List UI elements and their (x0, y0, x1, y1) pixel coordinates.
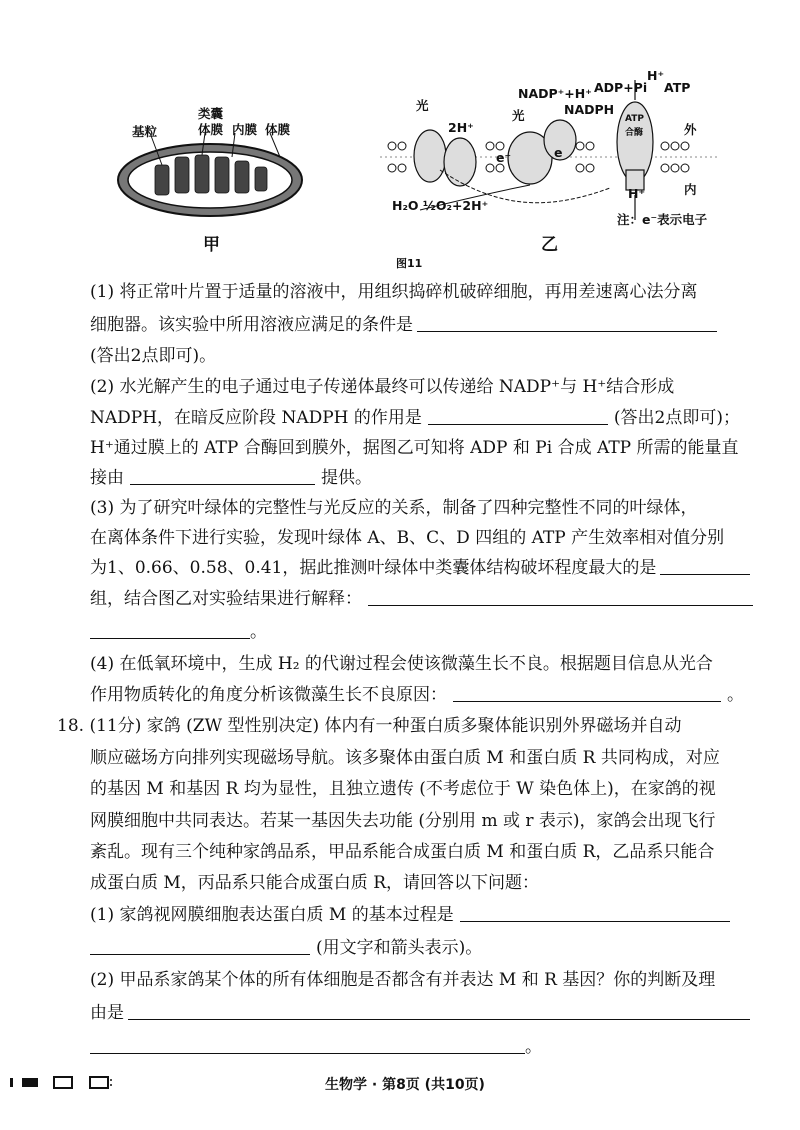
label-leinang-2: 体膜 (198, 122, 224, 137)
figure-caption: 图11 (396, 257, 423, 270)
q17-p2-line3: H⁺通过膜上的 ATP 合酶回到膜外，据图乙可知将 ADP 和 Pi 合成 ATP 所需的能量直 (90, 438, 739, 458)
label-atp: ATP (664, 80, 691, 95)
q17-p1-line3: (答出2点即可)。 (90, 346, 217, 366)
answer-blank-11[interactable] (90, 1037, 525, 1054)
q17-p3-line4-text: 组，结合图乙对实验结果进行解释： (90, 589, 362, 609)
q18-s2-line2 (90, 1003, 750, 1023)
answer-blank-4[interactable] (660, 558, 750, 575)
label-adp: ADP+Pi (594, 80, 648, 95)
q18-line4: 网膜细胞中共同表达。若某一基因失去功能 (分别用 m 或 r 表示)，家鸽会出现飞行 (90, 811, 716, 831)
label-light-left: 光 (416, 98, 429, 113)
footer-marks (10, 1072, 120, 1092)
q18-line6: 成蛋白质 M，丙品系只能合成蛋白质 R，请回答以下问题： (90, 873, 540, 893)
answer-blank-7[interactable] (453, 685, 721, 702)
q17-p1-line2 (90, 315, 717, 335)
label-atp-enzyme-1: ATP (625, 114, 645, 124)
q18-s2-line3 (90, 1037, 542, 1057)
label-inside: 内 (684, 182, 697, 197)
scan-marks-icon (10, 1072, 120, 1092)
label-jiliu: 基粒 (132, 124, 158, 139)
q17-p4-line2-text: 作用物质转化的角度分析该微藻生长不良原因： (90, 685, 447, 705)
q17-p2-line4-tail: 提供。 (321, 468, 372, 488)
answer-blank-10[interactable] (128, 1003, 750, 1020)
q18-line1: 18. (11分) 家鸽 (ZW 型性别决定) 体内有一种蛋白质多聚体能识别外界磁场并自动 (57, 716, 682, 736)
q18-s1-line2-tail: (用文字和箭头表示)。 (316, 938, 483, 958)
q18-s2-line1: (2) 甲品系家鸽某个体的所有体细胞是否都含有并表达 M 和 R 基因？你的判断及理 (90, 970, 716, 990)
q18-s2-line3-tail: 。 (525, 1037, 542, 1057)
q18-line3: 的基因 M 和基因 R 均为显性，且独立遗传 (不考虑位于 W 染色体上)，在家鸽的视 (90, 779, 716, 799)
label-outside: 外 (684, 122, 697, 137)
answer-blank-9[interactable] (90, 938, 310, 955)
label-atp-enzyme-2: 合酶 (625, 128, 644, 138)
q17-p3-line3 (90, 558, 750, 578)
label-2h: 2H⁺ (448, 120, 474, 135)
answer-blank-1[interactable] (417, 315, 717, 332)
label-note: 注：e⁻表示电子 (617, 212, 708, 227)
q18-line5: 紊乱。现有三个纯种家鸽品系，甲品系能合成蛋白质 M 和蛋白质 R，乙品系只能合 (90, 842, 715, 862)
label-neimo: 内膜 (232, 122, 258, 137)
answer-blank-5[interactable] (368, 589, 753, 606)
page-footer: 生物学 · 第8页 (共10页) (325, 1077, 485, 1093)
q17-p2-line1: (2) 水光解产生的电子通过电子传递体最终可以传递给 NADP⁺与 H⁺结合形成 (90, 377, 675, 397)
label-e-2: e (554, 145, 563, 160)
q17-p2-line4 (90, 468, 372, 488)
panel-label-yi: 乙 (541, 235, 558, 255)
q17-p2-line2-tail: (答出2点即可)； (613, 408, 740, 428)
q18-s1-line1 (90, 905, 730, 925)
q18-s2-line2-text: 由是 (90, 1003, 124, 1023)
q18-s1-line1-text: (1) 家鸽视网膜细胞表达蛋白质 M 的基本过程是 (90, 905, 454, 925)
q18-s1-line2 (90, 938, 482, 958)
label-water: H₂O ½O₂+2H⁺ (392, 198, 489, 213)
q17-p3-line2: 在离体条件下进行实验，发现叶绿体 A、B、C、D 四组的 ATP 产生效率相对值分别 (90, 528, 725, 548)
q17-p3-line4 (90, 589, 753, 609)
label-nadph: NADPH (564, 102, 615, 117)
q17-p4-line2-tail: 。 (727, 685, 744, 705)
answer-blank-8[interactable] (460, 905, 730, 922)
label-e-1: e⁻ (496, 150, 512, 165)
q17-p1-line1: (1) 将正常叶片置于适量的溶液中，用组织捣碎机破碎细胞，再用差速离心法分离 (90, 282, 698, 302)
panel-label-jia: 甲 (203, 235, 220, 255)
label-hplus-bottom: H⁺ (628, 186, 646, 201)
q17-p3-line5 (90, 622, 267, 642)
answer-blank-3[interactable] (130, 468, 315, 485)
answer-blank-2[interactable] (428, 408, 608, 425)
q17-p1-line2-text: 细胞器。该实验中所用溶液应满足的条件是 (90, 315, 413, 335)
q17-p4-line1: (4) 在低氧环境中，生成 H₂ 的代谢过程会使该微藻生长不良。根据题目信息从光合 (90, 654, 713, 674)
q17-p2-line2-text: NADPH，在暗反应阶段 NADPH 的作用是 (90, 408, 422, 428)
q17-p3-line5-tail: 。 (250, 622, 267, 642)
q17-p4-line2 (90, 685, 744, 705)
label-hplus-top: H⁺ (647, 68, 665, 83)
answer-blank-6[interactable] (90, 622, 250, 639)
q18-line2: 顺应磁场方向排列实现磁场导航。该多聚体由蛋白质 M 和蛋白质 R 共同构成，对应 (90, 748, 720, 768)
label-leinang-1: 类囊 (198, 106, 224, 121)
label-waimo: 体膜 (265, 122, 291, 137)
label-nadp: NADP⁺+H⁺ (518, 86, 592, 101)
label-light-mid: 光 (512, 108, 525, 123)
q17-p2-line4-text: 接由 (90, 468, 124, 488)
q17-p3-line3-text: 为1、0.66、0.58、0.41，据此推测叶绿体中类囊体结构破坏程度最大的是 (90, 558, 657, 578)
q17-p2-line2 (90, 408, 740, 428)
q17-p3-line1: (3) 为了研究叶绿体的完整性与光反应的关系，制备了四种完整性不同的叶绿体， (90, 498, 698, 518)
